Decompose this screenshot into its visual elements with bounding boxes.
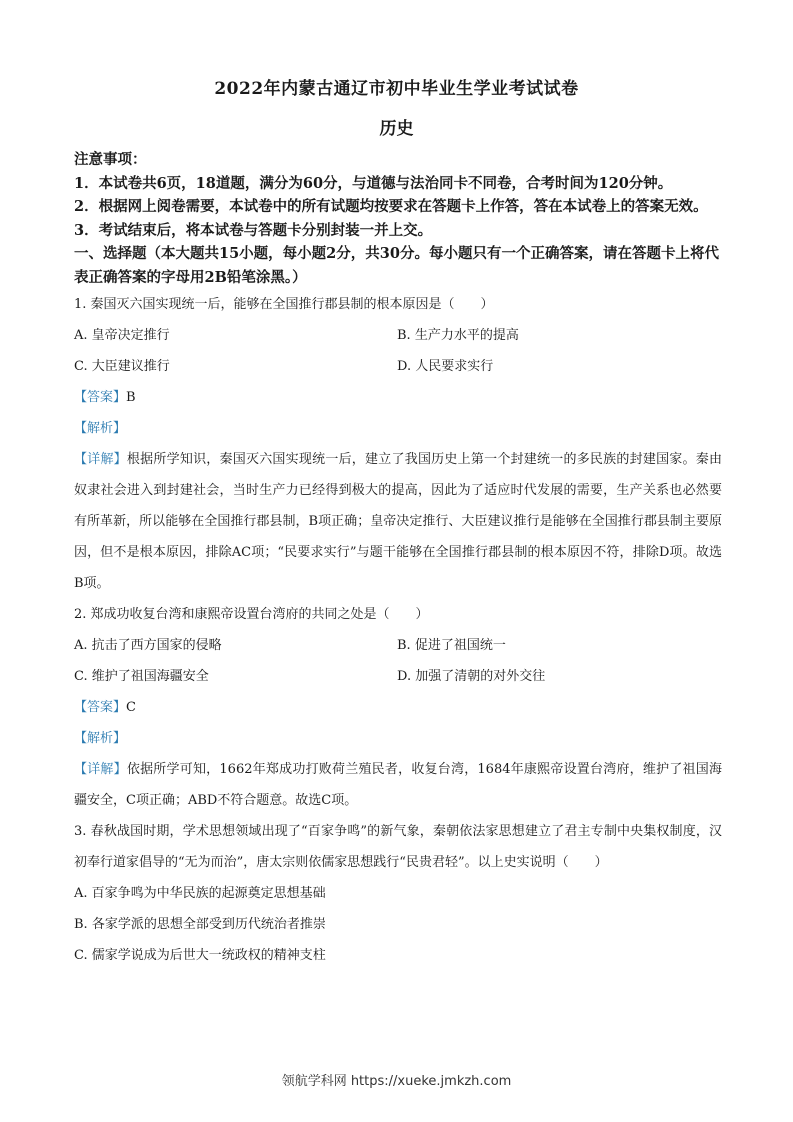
- exam-content: [74, 148, 722, 971]
- question-3: [74, 816, 722, 971]
- question-2: [74, 599, 722, 816]
- option-a: A. 抗击了西方国家的侵略: [74, 638, 222, 653]
- option-b: B. 各家学派的思想全部受到历代统治者推崇: [74, 917, 326, 932]
- option-a: A. 皇帝决定推行: [74, 328, 170, 343]
- question-stem: 1. 秦国灭六国实现统一后，能够在全国推行郡县制的根本原因是（ ）: [74, 297, 494, 312]
- notice-item: 1．本试卷共6页，18道题，满分为60分，与道德与法治同卡不同卷，合考时间为120分钟。: [74, 174, 673, 192]
- option-d: D. 加强了清朝的对外交往: [397, 669, 546, 684]
- detail-paragraph: [74, 444, 722, 599]
- option-c: C. 儒家学说成为后世大一统政权的精神支柱: [74, 948, 326, 963]
- answer-label: 【答案】: [74, 390, 127, 405]
- answer-line: [74, 382, 722, 413]
- detail-paragraph: [74, 754, 722, 816]
- notice-item: 2．根据网上阅卷需要，本试卷中的所有试题均按要求在答题卡上作答，答在本试卷上的答案无效。: [74, 198, 708, 215]
- answer-line: [74, 692, 722, 723]
- page-title: 2022年内蒙古通辽市初中毕业生学业考试试卷: [214, 79, 579, 99]
- footer-watermark: 领航学科网 https://xueke.jmkzh.com: [281, 1074, 512, 1089]
- question-stem: 2. 郑成功收复台湾和康熙帝设置台湾府的共同之处是（ ）: [74, 607, 429, 622]
- options-row: [74, 630, 722, 661]
- question-1: [74, 289, 722, 599]
- answer-value: B: [126, 390, 136, 405]
- notice-block: [74, 148, 722, 289]
- notice-item: 3．考试结束后，将本试卷与答题卡分别封装一并上交。: [74, 221, 433, 239]
- answer-value: C: [126, 700, 136, 715]
- options-row: [74, 320, 722, 351]
- section-heading: 一、选择题（本大题共15小题，每小题2分，共30分。每小题只有一个正确答案，请在答题卡上将代表正确答案的字母用2B铅笔涂黑。）: [74, 245, 719, 286]
- notice-heading: 注意事项：: [74, 151, 147, 168]
- option-c: C. 大臣建议推行: [74, 359, 170, 374]
- option-a: A. 百家争鸣为中华民族的起源奠定思想基础: [74, 886, 326, 901]
- detail-label: 【详解】: [74, 452, 127, 467]
- options-row: [74, 351, 722, 382]
- answer-label: 【答案】: [74, 700, 127, 715]
- option-c: C. 维护了祖国海疆安全: [74, 669, 209, 684]
- analysis-label: 【解析】: [74, 731, 127, 746]
- subject-title: 历史: [379, 119, 414, 139]
- detail-label: 【详解】: [74, 762, 127, 777]
- analysis-label: 【解析】: [74, 421, 127, 436]
- question-stem: 3. 春秋战国时期，学术思想领域出现了“百家争鸣”的新气象，秦朝依法家思想建立了君主专制中央集权制度，汉初奉行道家倡导的“无为而治”，唐太宗则依儒家思想践行“民贵君轻”。以上史实说明（ ）: [74, 824, 722, 870]
- options-row: [74, 661, 722, 692]
- option-d: D. 人民要求实行: [397, 359, 494, 374]
- option-b: B. 促进了祖国统一: [397, 638, 506, 653]
- option-b: B. 生产力水平的提高: [397, 328, 519, 343]
- detail-text: 依据所学可知，1662年郑成功打败荷兰殖民者，收复台湾，1684年康熙帝设置台湾府，维护了祖国海疆安全，C项正确；ABD不符合题意。故选C项。: [74, 762, 722, 808]
- detail-text: 根据所学知识，秦国灭六国实现统一后，建立了我国历史上第一个封建统一的多民族的封建国家。秦由奴隶社会进入到封建社会，当时生产力已经得到极大的提高，因此为了适应时代发展的需要，生产关系也必然要有所革新，所以能够在全国推行郡县制，B项正确；皇帝决定推行、大臣建议推行是能够在全国推行郡县制主要原因，但不是根本原因，排除AC项；“民要求实行”与题干能够在全国推行郡县制的根本原因不符，排除D项。故选B项。: [74, 452, 722, 591]
